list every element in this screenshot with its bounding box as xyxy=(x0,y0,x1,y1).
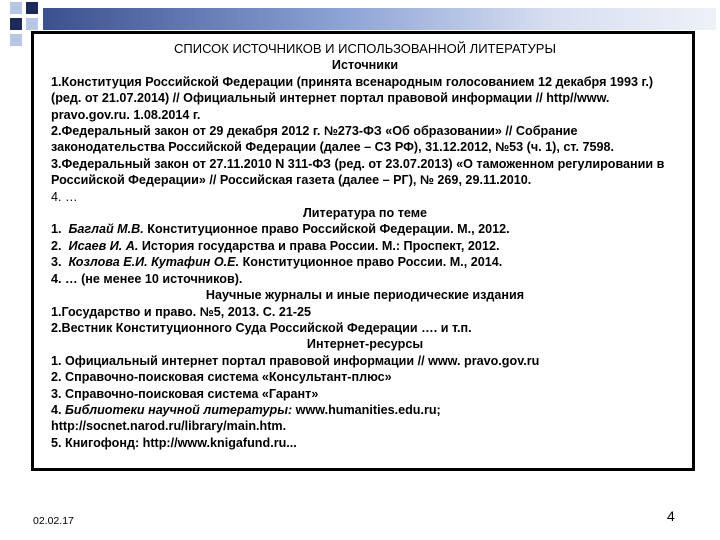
internet-item: 5. Книгофонд: http://www.knigafund.ru... xyxy=(51,435,297,450)
journal-item: 1.Государство и право. №5, 2013. С. 21-25 xyxy=(51,304,312,319)
page-number: 4 xyxy=(667,508,675,524)
literature-item xyxy=(51,221,679,237)
internet-item: 1. Официальный интернет портал правовой информации // www. pravo.gov.ru xyxy=(51,353,540,368)
journals-heading: Научные журналы и иные периодические издания xyxy=(205,288,525,303)
journal-item: 2.Вестник Конституционного Суда Российской Федерации …. и т.п. xyxy=(51,320,472,335)
literature-author: Исаев И. А. xyxy=(68,238,139,253)
literature-heading: Литература по теме xyxy=(302,206,428,221)
literature-text: Конституционное право Российской Федерации. М., 2012. xyxy=(147,222,510,237)
literature-text: Конституционное право России. М., 2014. xyxy=(242,255,503,270)
internet-item: 3. Справочно-поисковая система «Гарант» xyxy=(51,386,319,401)
literature-text: История государства и права России. М.: Проспект, 2012. xyxy=(141,238,500,253)
internet-num: 4. xyxy=(51,402,62,417)
literature-num: 3. xyxy=(51,255,62,270)
source-item: 2.Федеральный закон от 29 декабря 2012 г. №273-ФЗ «Об образовании» // Собрание законодательства Российской Федерации (далее – СЗ РФ), 31.12.2012, №53 (ч. 1), ст. 7598. xyxy=(51,124,614,155)
literature-author: Баглай М.В. xyxy=(68,222,144,237)
slide-title: СПИСОК ИСТОЧНИКОВ И ИСПОЛЬЗОВАННОЙ ЛИТЕРАТУРЫ xyxy=(174,41,556,56)
literature-item xyxy=(51,254,679,270)
internet-heading: Интернет-ресурсы xyxy=(306,337,424,352)
slide-content-frame xyxy=(31,31,695,471)
decor-square xyxy=(10,34,22,46)
internet-item: 2. Справочно-поисковая система «Консультант-плюс» xyxy=(51,370,392,385)
bibliography xyxy=(51,41,679,451)
literature-num: 1. xyxy=(51,222,62,237)
decor-square xyxy=(26,2,38,14)
footer-date: 02.02.17 xyxy=(33,515,74,527)
internet-label: Библиотеки научной литературы: xyxy=(65,402,293,417)
decor-square xyxy=(10,2,22,14)
source-item: 4. … xyxy=(51,189,78,204)
literature-item: 4. … (не менее 10 источников). xyxy=(51,271,243,286)
internet-text: www.humanities.edu.ru; http://socnet.narod.ru/library/main.htm. xyxy=(51,402,441,434)
sources-heading: Источники xyxy=(331,58,399,73)
internet-item xyxy=(51,402,679,435)
source-item: 3.Федеральный закон от 27.11.2010 N 311-ФЗ (ред. от 23.07.2013) «О таможенном регулировании в Российской Федерации» // Российская газета (далее – РГ), № 269, 29.11.2010. xyxy=(51,156,665,188)
literature-author: Козлова Е.И. Кутафин О.Е. xyxy=(68,255,240,270)
header-gradient-band xyxy=(43,8,716,30)
decor-square xyxy=(10,18,22,30)
decor-square xyxy=(26,18,38,30)
literature-item xyxy=(51,238,679,254)
source-item: 1.Конституция Российской Федерации (принята всенародным голосованием 12 декабря 1993 г.) (ред. от 21.07.2014) // Официальный интернет портал правовой информации // http//www. pravo.gov.ru. 1.08.2014 г. xyxy=(51,74,654,122)
literature-num: 2. xyxy=(51,238,62,253)
